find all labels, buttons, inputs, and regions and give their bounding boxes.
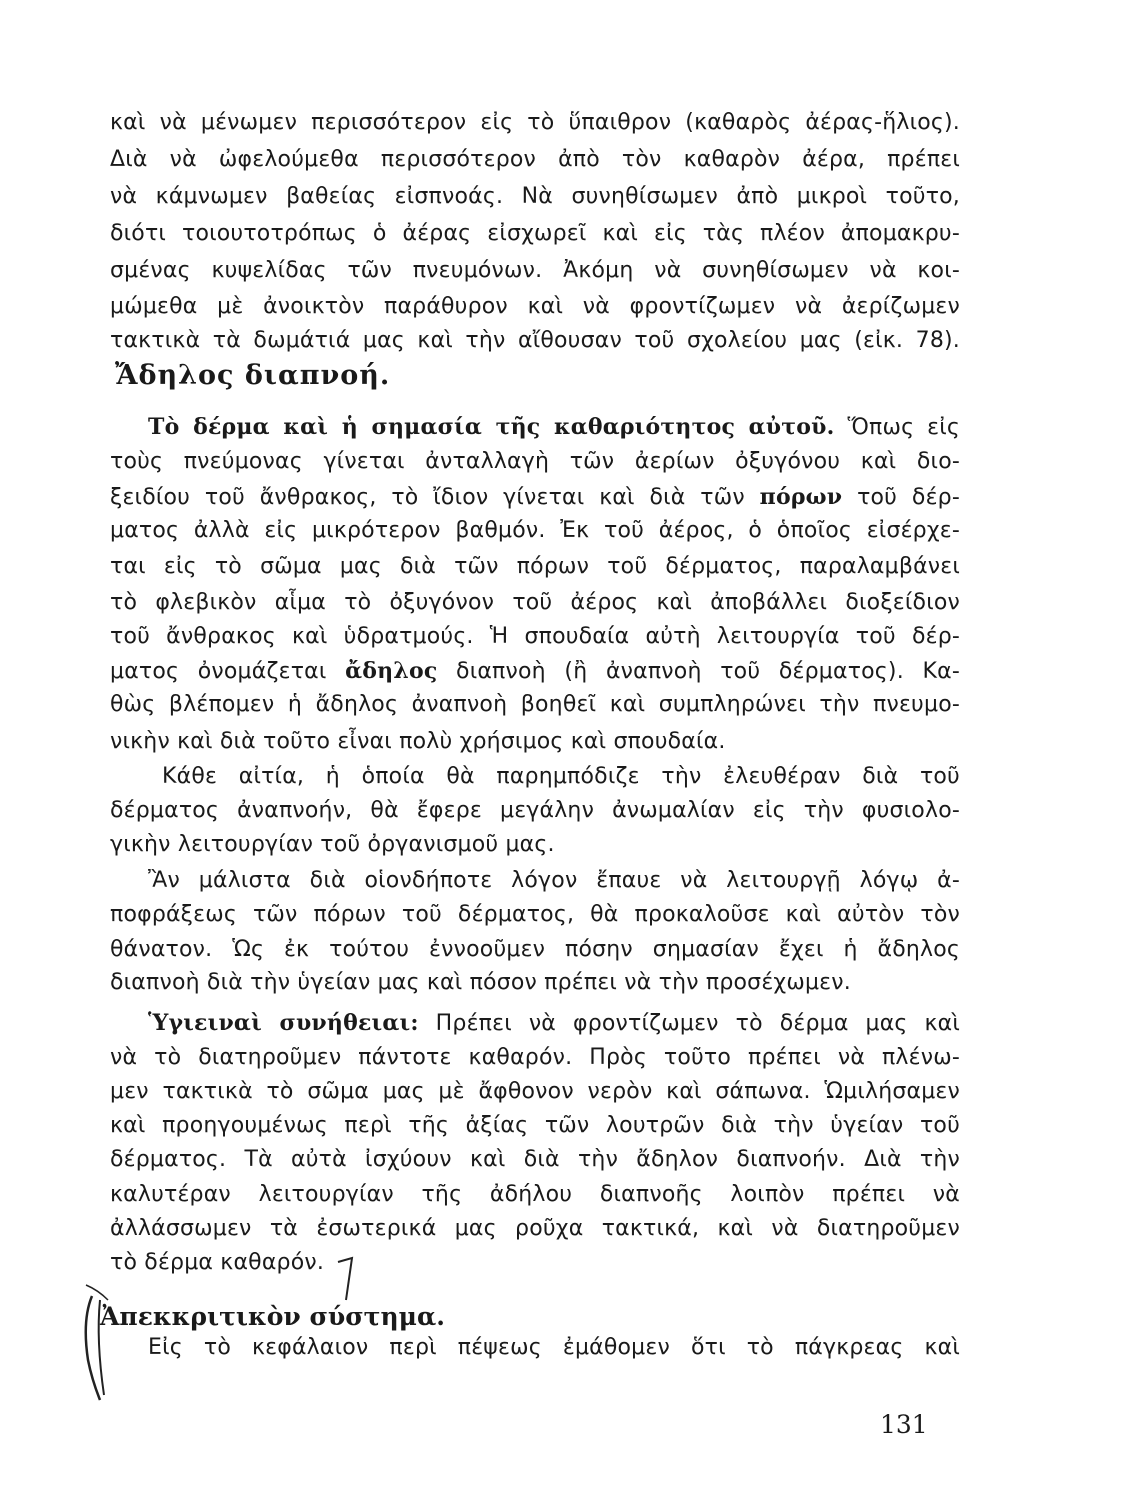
text-line: μεν τακτικὰ τὸ σῶμα μας μὲ ἄφθονον νερὸν καὶ σάπωνα. Ὡμιλήσαμεν <box>110 1079 960 1104</box>
text-line: Διὰ νὰ ὠφελούμεθα περισσότερον ἀπὸ τὸν καθαρὸν ἀέρα, πρέπει <box>110 147 960 172</box>
text-line: ται εἰς τὸ σῶμα μας διὰ τῶν πόρων τοῦ δέρματος, παραλαμβάνει <box>110 554 960 579</box>
text-line: σμένας κυψελίδας τῶν πνευμόνων. Ἀκόμη νὰ συνηθίσωμεν νὰ κοι- <box>110 258 960 283</box>
text-fragment: τοῦ δέρ- <box>857 485 960 510</box>
text-fragment: Πρέπει νὰ φροντίζωμεν τὸ δέρμα μας καὶ <box>435 1011 960 1036</box>
text-line: τὸ φλεβικὸν αἷμα τὸ ὀξυγόνον τοῦ ἀέρος καὶ ἀποβάλλει διοξείδιον <box>110 590 960 615</box>
text-line: διαπνοὴ διὰ τὴν ὑγείαν μας καὶ πόσον πρέπει νὰ τὴν προσέχωμεν. <box>110 970 851 995</box>
text-line: θὼς βλέπομεν ἡ ἄδηλος ἀναπνοὴ βοηθεῖ καὶ συμπληρώνει τὴν πνευμο- <box>110 692 960 717</box>
bold-term: ἄδηλος <box>345 658 438 684</box>
text-fragment: διαπνοὴ (ἢ ἀναπνοὴ τοῦ δέρματος). Κα- <box>456 659 960 684</box>
text-line: Κάθε αἰτία, ἡ ὁποία θὰ παρημπόδιζε τὴν ἐλευθέραν διὰ τοῦ <box>162 764 960 789</box>
bold-term: πόρων <box>759 484 843 510</box>
text-line: μώμεθα μὲ ἀνοικτὸν παράθυρον καὶ νὰ φροντίζωμεν νὰ ἀερίζωμεν <box>110 294 960 319</box>
text-line: τοὺς πνεύμονας γίνεται ἀνταλλαγὴ τῶν ἀερίων ὀξυγόνου καὶ διο- <box>110 449 960 474</box>
text-line: δέρματος. Τὰ αὐτὰ ἰσχύουν καὶ διὰ τὴν ἄδηλον διαπνοήν. Διὰ τὴν <box>110 1147 960 1172</box>
text-line: Ἂν μάλιστα διὰ οἱονδήποτε λόγον ἔπαυε νὰ λειτουργῇ λόγῳ ἀ- <box>148 868 960 893</box>
text-line: Εἰς τὸ κεφάλαιον περὶ πέψεως ἐμάθομεν ὅτι τὸ πάγκρεας καὶ <box>148 1335 960 1360</box>
bold-subheading: Τὸ δέρμα καὶ ἡ σημασία τῆς καθαριότητος αὐτοῦ. <box>148 414 835 440</box>
text-line: διότι τοιουτοτρόπως ὁ ἀέρας εἰσχωρεῖ καὶ εἰς τὰς πλέον ἀπομακρυ- <box>110 221 960 246</box>
text-fragment: Ὅπως εἰς <box>847 415 960 440</box>
text-fragment: ξειδίου τοῦ ἄνθρακος, τὸ ἴδιον γίνεται καὶ διὰ τῶν <box>110 485 745 510</box>
text-line: γικὴν λειτουργίαν τοῦ ὀργανισμοῦ μας. <box>110 832 555 857</box>
text-line: νικὴν καὶ διὰ τοῦτο εἶναι πολὺ χρήσιμος καὶ σπουδαία. <box>110 729 726 754</box>
bold-subheading: Ὑγιειναὶ συνήθειαι: <box>148 1010 419 1036</box>
section-heading: Ἄδηλος διαπνοή. <box>115 360 391 391</box>
text-line: τὸ δέρμα καθαρόν. <box>110 1250 325 1275</box>
text-line: καλυτέραν λειτουργίαν τῆς ἀδήλου διαπνοῆς λοιπὸν πρέπει νὰ <box>110 1182 960 1207</box>
text-line: νὰ κάμνωμεν βαθείας εἰσπνοάς. Νὰ συνηθίσωμεν ἀπὸ μικροὶ τοῦτο, <box>110 184 960 209</box>
text-line: καὶ προηγουμένως περὶ τῆς ἀξίας τῶν λουτρῶν διὰ τὴν ὑγείαν τοῦ <box>110 1113 960 1138</box>
text-line: ἀλλάσσωμεν τὰ ἐσωτερικά μας ροῦχα τακτικά, καὶ νὰ διατηροῦμεν <box>110 1216 960 1241</box>
text-line: καὶ νὰ μένωμεν περισσότερον εἰς τὸ ὕπαιθρον (καθαρὸς ἀέρας-ἥλιος). <box>110 110 960 135</box>
text-line: νὰ τὸ διατηροῦμεν πάντοτε καθαρόν. Πρὸς τοῦτο πρέπει νὰ πλένω- <box>110 1045 960 1070</box>
section-heading: Ἀπεκκριτικὸν σύστημα. <box>100 1302 445 1331</box>
text-line: ματος ἀλλὰ εἰς μικρότερον βαθμόν. Ἐκ τοῦ ἀέρος, ὁ ὁποῖος εἰσέρχε- <box>110 518 960 543</box>
text-fragment: ματος ὀνομάζεται <box>110 659 327 684</box>
text-line: ποφράξεως τῶν πόρων τοῦ δέρματος, θὰ προκαλοῦσε καὶ αὐτὸν τὸν <box>110 902 960 927</box>
text-line: θάνατον. Ὡς ἐκ τούτου ἐννοοῦμεν πόσην σημασίαν ἔχει ἡ ἄδηλος <box>110 937 960 962</box>
text-line: δέρματος ἀναπνοήν, θὰ ἔφερε μεγάλην ἀνωμαλίαν εἰς τὴν φυσιολο- <box>110 798 960 823</box>
text-line: τοῦ ἄνθρακος καὶ ὑδρατμούς. Ἡ σπουδαία αὐτὴ λειτουργία τοῦ δέρ- <box>110 624 960 649</box>
page-number: 131 <box>880 1410 928 1439</box>
text-line: τακτικὰ τὰ δωμάτιά μας καὶ τὴν αἴθουσαν τοῦ σχολείου μας (εἰκ. 78). <box>110 328 960 353</box>
